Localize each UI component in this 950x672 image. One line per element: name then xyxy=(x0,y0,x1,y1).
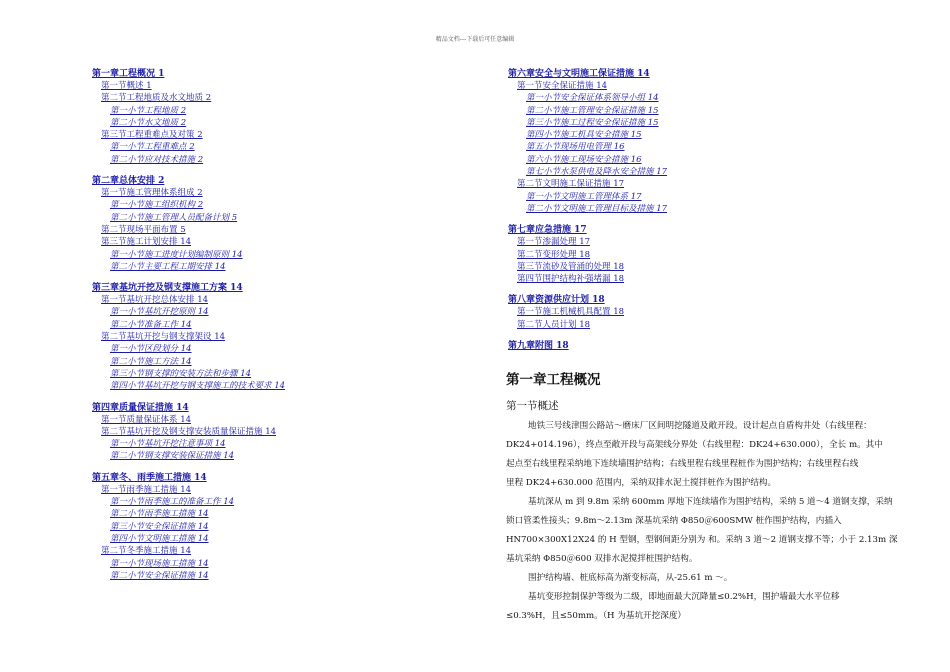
toc-entry-level-3[interactable]: 第七小节水泵供电及降水安全措施 17 xyxy=(526,167,668,178)
toc-entry-level-2[interactable]: 第一节雨季施工措施 14 xyxy=(101,484,192,495)
toc-entry-level-3[interactable]: 第三小节安全保证措施 14 xyxy=(110,521,209,532)
toc-entry-level-2[interactable]: 第二节基坑开挖与钢支撑架设 14 xyxy=(101,332,226,343)
toc-entry-level-2[interactable]: 第二节工程地质及水文地质 2 xyxy=(101,93,212,104)
toc-entry-level-2[interactable]: 第一节安全保证措施 14 xyxy=(517,81,608,91)
toc-entry-level-2[interactable]: 第四节围护结构补强堵漏 18 xyxy=(517,274,625,285)
body-paragraph: 基坑深从 m 到 9.8m 采纳 600mm 厚地下连续墙作为围护结构，采纳 5 道～4 道钢支撑，采纳 锁口管柔性接头；9.8m～2.13m 深基坑采纳 Φ850＠600SMW 桩作围护结构，内插入 HN700×300X12X24 的 H 型钢，型钢间距分别为 和。采纳 3 道～2 道钢支撑不等；小于 2.13m 深 基坑采纳 Φ850＠600 双排水泥搅拌桩围护结构。 xyxy=(506,497,898,564)
toc-entry-level-3[interactable]: 第二小节雨季施工措施 14 xyxy=(110,509,209,520)
page-header: 精品文档---下载后可任意编辑 xyxy=(435,36,515,43)
body-paragraph: 地铁三号线津围公路站～磨床厂区间明挖隧道及敞开段。设计起点自盾构井处（右线里程： DK24+014.196），终点至敞开段与高架线分界处（右线里程：DK24+630.000），全长 m。其中 起点至右线里程采纳地下连续墙围护结构；右线里程右线里程桩作为围护结构；右线里程右线 里程 DK24+630.000 范围内，采纳双排水泥土搅拌桩作为围护结构。 xyxy=(506,421,883,488)
toc-entry-level-3[interactable]: 第六小节施工现场安全措施 16 xyxy=(526,154,642,165)
toc-entry-level-2[interactable]: 第二节文明施工保证措施 17 xyxy=(517,179,625,190)
toc-entry-level-1[interactable]: 第三章基坑开挖及钢支撑施工方案 14 xyxy=(92,283,243,294)
toc-entry-level-2[interactable]: 第二节变形处理 18 xyxy=(517,249,591,260)
toc-entry-level-3[interactable]: 第四小节文明施工措施 14 xyxy=(110,533,209,544)
body-content xyxy=(506,368,906,626)
toc-entry-level-2[interactable]: 第一节质量保证体系 14 xyxy=(101,414,192,425)
toc-entry-level-3[interactable]: 第一小节文明施工管理体系 17 xyxy=(526,191,642,202)
toc-entry-level-2[interactable]: 第一节渗漏处理 17 xyxy=(517,237,591,248)
toc-entry-level-1[interactable]: 第六章安全与文明施工保证措施 14 xyxy=(508,69,650,79)
toc-entry-level-2[interactable]: 第三节工程重难点及对策 2 xyxy=(101,130,203,141)
toc-entry-level-2[interactable]: 第一节施工管理体系组成 2 xyxy=(101,188,203,199)
toc-entry-level-3[interactable]: 第一小节工程重难点 2 xyxy=(110,142,195,153)
toc-entry-level-1[interactable]: 第九章附图 18 xyxy=(508,341,569,352)
toc-entry-level-3[interactable]: 第四小节施工机具安全措施 15 xyxy=(526,130,642,141)
toc-entry-level-3[interactable]: 第四小节基坑开挖与钢支撑施工的技术要求 14 xyxy=(110,381,286,392)
toc-entry-level-3[interactable]: 第一小节工程地质 2 xyxy=(110,105,187,116)
section-title: 第一节概述 xyxy=(506,400,559,412)
toc-entry-level-2[interactable]: 第三节流砂及管涌的处理 18 xyxy=(517,261,625,272)
toc-entry-level-2[interactable]: 第二节冬季施工措施 14 xyxy=(101,546,192,557)
toc-entry-level-2[interactable]: 第二节基坑开挖及钢支撑安装质量保证措施 14 xyxy=(101,426,277,437)
toc-entry-level-2[interactable]: 第一节基坑开挖总体安排 14 xyxy=(101,295,209,306)
toc-entry-level-3[interactable]: 第二小节准备工作 14 xyxy=(110,319,192,330)
toc-entry-level-3[interactable]: 第一小节基坑开挖原则 14 xyxy=(110,307,209,318)
toc-entry-level-3[interactable]: 第一小节基坑开挖注意事项 14 xyxy=(110,439,226,450)
toc-entry-level-3[interactable]: 第三小节钢支撑的安装方法和步骤 14 xyxy=(110,368,252,379)
toc-entry-level-2[interactable]: 第一节概述 1 xyxy=(101,81,152,91)
toc-entry-level-3[interactable]: 第二小节安全保证措施 14 xyxy=(110,570,209,581)
toc-entry-level-3[interactable]: 第二小节施工管理安全保证措施 15 xyxy=(526,105,659,116)
chapter-title: 第一章工程概况 xyxy=(506,372,601,388)
toc-entry-level-1[interactable]: 第五章冬、雨季施工措施 14 xyxy=(92,472,207,483)
toc-entry-level-3[interactable]: 第二小节水文地质 2 xyxy=(110,117,187,128)
toc-entry-level-1[interactable]: 第四章质量保证措施 14 xyxy=(92,402,189,413)
toc-entry-level-2[interactable]: 第三节施工计划安排 14 xyxy=(101,237,192,248)
toc-entry-level-1[interactable]: 第八章资源供应计划 18 xyxy=(508,295,605,306)
toc-entry-level-3[interactable]: 第一小节区段划分 14 xyxy=(110,344,192,355)
toc-right-column xyxy=(508,68,667,352)
toc-entry-level-3[interactable]: 第一小节安全保证体系领导小组 14 xyxy=(526,93,659,104)
toc-entry-level-3[interactable]: 第三小节施工过程安全保证措施 15 xyxy=(526,117,659,128)
toc-entry-level-3[interactable]: 第二小节施工管理人员配备计划 5 xyxy=(110,212,238,223)
toc-entry-level-3[interactable]: 第二小节施工方法 14 xyxy=(110,356,192,367)
toc-entry-level-1[interactable]: 第一章工程概况 1 xyxy=(92,69,165,79)
toc-entry-level-3[interactable]: 第一小节现场施工措施 14 xyxy=(110,558,209,569)
toc-entry-level-3[interactable]: 第五小节现场用电管理 16 xyxy=(526,142,625,153)
toc-entry-level-3[interactable]: 第一小节雨季施工的准备工作 14 xyxy=(110,497,235,508)
toc-entry-level-1[interactable]: 第七章应急措施 17 xyxy=(508,225,587,236)
toc-entry-level-2[interactable]: 第二节人员计划 18 xyxy=(517,319,591,330)
toc-entry-level-2[interactable]: 第二节现场平面布置 5 xyxy=(101,224,186,235)
toc-left-column xyxy=(92,68,285,582)
body-paragraph: 基坑变形控制保护等级为二级，即地面最大沉降量≤0.2%H，围护墙最大水平位移 ≤0.3%H，且≤50mm。（H 为基坑开挖深度） xyxy=(506,592,840,621)
toc-entry-level-3[interactable]: 第二小节主要工程工期安排 14 xyxy=(110,261,226,272)
toc-entry-level-2[interactable]: 第一节施工机械机具配置 18 xyxy=(517,307,625,318)
toc-entry-level-3[interactable]: 第一小节施工组织机构 2 xyxy=(110,200,204,211)
toc-entry-level-3[interactable]: 第二小节应对技术措施 2 xyxy=(110,154,204,165)
toc-entry-level-3[interactable]: 第二小节钢支撑安装保证措施 14 xyxy=(110,451,235,462)
toc-entry-level-3[interactable]: 第二小节文明施工管理目标及措施 17 xyxy=(526,203,668,214)
toc-entry-level-1[interactable]: 第二章总体安排 2 xyxy=(92,176,165,187)
body-paragraph: 围护结构墙、桩底标高为渐变标高，从-25.61 m ～。 xyxy=(528,573,733,583)
toc-entry-level-3[interactable]: 第一小节施工进度计划编制原则 14 xyxy=(110,249,243,260)
